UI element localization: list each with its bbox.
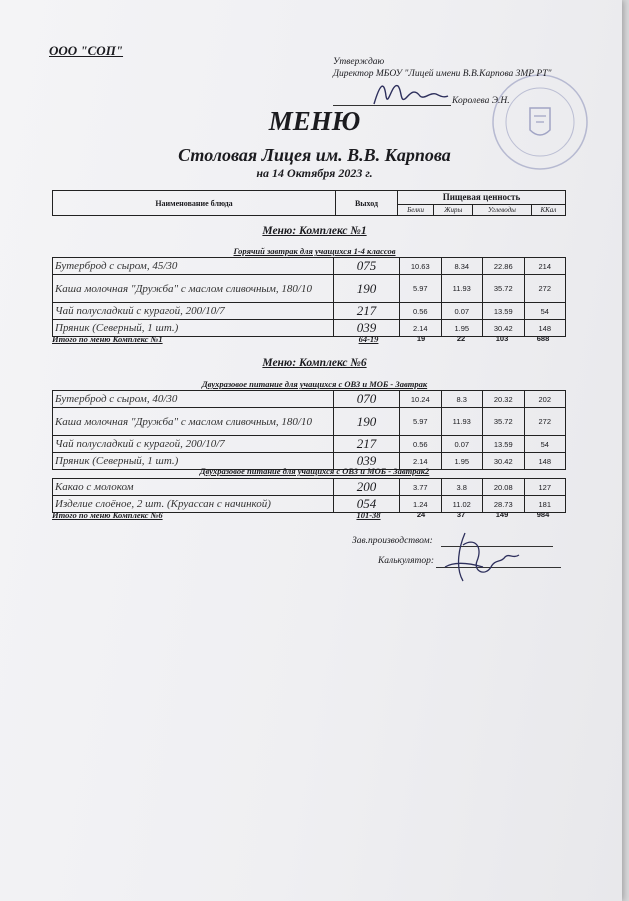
dish-output: 054 [334,496,400,513]
dish-fats: 3.8 [441,479,483,496]
dish-kcal: 148 [524,453,566,470]
dish-fats: 11.02 [441,496,483,513]
total-carbs: 103 [495,334,509,343]
total-kcal: 984 [536,510,550,519]
dish-proteins: 3.77 [400,479,442,496]
dish-kcal: 127 [524,479,566,496]
dish-kcal: 148 [524,320,566,337]
header-fats: Жиры [434,204,473,215]
header-output: Выход [336,191,398,216]
dish-carbs: 35.72 [483,408,525,436]
page-title: МЕНЮ [268,106,361,136]
dish-name: Бутерброд с сыром, 40/30 [53,391,334,408]
complex6-subtitle-breakfast: Двухразовое питание для учащихся с ОВЗ и МОБ - Завтрак [201,379,428,389]
complex1-total [52,334,566,346]
total-label: Итого по меню Комплекс №1 [52,334,163,344]
dish-name: Изделие слоёное, 2 шт. (Круассан с начинкой) [53,496,334,513]
page-subtitle: Столовая Лицея им. В.В. Карпова [178,145,451,165]
dish-fats: 0.07 [441,303,483,320]
dish-name: Чай полусладкий с курагой, 200/10/7 [53,436,334,453]
dish-output: 217 [334,303,400,320]
dish-fats: 0.07 [441,436,483,453]
complex6-table-breakfast2 [52,478,566,513]
dish-kcal: 272 [524,408,566,436]
dish-name: Какао с молоком [53,479,334,496]
header-carbs: Углеводы [473,204,532,215]
dish-carbs: 30.42 [483,453,525,470]
dish-name: Каша молочная "Дружба" с маслом сливочным, 180/10 [53,275,334,303]
total-output: 101-38 [356,510,381,520]
dish-proteins: 0.56 [400,303,442,320]
total-label: Итого по меню Комплекс №6 [52,510,163,520]
dish-kcal: 214 [524,258,566,275]
dish-output: 075 [334,258,400,275]
dish-carbs: 28.73 [483,496,525,513]
dish-proteins: 10.63 [400,258,442,275]
complex6-table-breakfast [52,390,566,470]
complex1-table [52,257,566,337]
dish-fats: 1.95 [441,320,483,337]
menu-date: на 14 Октября 2023 г. [256,166,373,180]
dish-proteins: 2.14 [400,453,442,470]
header-nutrition: Пищевая ценность [398,191,566,205]
director-name: Королева Э.Н. [452,96,510,106]
production-head-label: Зав.производством: [352,536,433,546]
dish-output: 039 [334,453,400,470]
dish-name: Чай полусладкий с курагой, 200/10/7 [53,303,334,320]
dish-carbs: 20.08 [483,479,525,496]
dish-output: 190 [334,275,400,303]
total-carbs: 149 [495,510,509,519]
calculator-signature [425,527,525,587]
total-fats: 22 [456,334,466,343]
dish-proteins: 5.97 [400,408,442,436]
header-proteins: Белки [398,204,434,215]
total-kcal: 688 [536,334,550,343]
complex6-subtitle-breakfast2: Двухразовое питание для учащихся с ОВЗ и МОБ - Завтрак2 [199,466,430,476]
dish-carbs: 30.42 [483,320,525,337]
dish-proteins: 2.14 [400,320,442,337]
table-row [53,258,566,275]
total-proteins: 19 [416,334,426,343]
dish-kcal: 54 [524,303,566,320]
dish-kcal: 202 [524,391,566,408]
header-kcal: ККал [531,204,565,215]
dish-fats: 11.93 [441,275,483,303]
dish-proteins: 10.24 [400,391,442,408]
dish-output: 200 [334,479,400,496]
complex1-title: Меню: Комплекс №1 [262,225,367,237]
dish-name: Каша молочная "Дружба" с маслом сливочным, 180/10 [53,408,334,436]
dish-output: 190 [334,408,400,436]
table-row [53,303,566,320]
table-row [53,436,566,453]
dish-kcal: 54 [524,436,566,453]
total-fats: 37 [456,510,466,519]
dish-output: 070 [334,391,400,408]
dish-output: 217 [334,436,400,453]
dish-carbs: 13.59 [483,303,525,320]
dish-carbs: 22.86 [483,258,525,275]
table-row [53,408,566,436]
dish-name: Бутерброд с сыром, 45/30 [53,258,334,275]
complex6-total [52,510,566,522]
dish-kcal: 272 [524,275,566,303]
dish-proteins: 5.97 [400,275,442,303]
dish-name: Пряник (Северный, 1 шт.) [53,320,334,337]
dish-proteins: 0.56 [400,436,442,453]
total-proteins: 24 [416,510,426,519]
approval-title: Утверждаю [333,57,385,67]
complex1-subtitle: Горячий завтрак для учащихся 1-4 классов [233,246,396,256]
table-row [53,479,566,496]
approval-position: Директор МБОУ "Лицей имени В.В.Карпова ЗМР РТ" [333,69,552,79]
dish-carbs: 35.72 [483,275,525,303]
dish-carbs: 13.59 [483,436,525,453]
table-row [53,275,566,303]
table-header [52,190,566,216]
dish-kcal: 181 [524,496,566,513]
dish-fats: 8.34 [441,258,483,275]
header-name: Наименование блюда [53,191,336,216]
dish-proteins: 1.24 [400,496,442,513]
dish-fats: 11.93 [441,408,483,436]
table-row [53,391,566,408]
calculator-label: Калькулятор: [378,556,435,566]
complex6-title: Меню: Комплекс №6 [262,357,367,369]
dish-carbs: 20.32 [483,391,525,408]
total-output: 64-19 [358,334,379,344]
company-name: ООО "СОП" [49,43,124,58]
dish-output: 039 [334,320,400,337]
dish-fats: 8.3 [441,391,483,408]
dish-fats: 1.95 [441,453,483,470]
dish-name: Пряник (Северный, 1 шт.) [53,453,334,470]
